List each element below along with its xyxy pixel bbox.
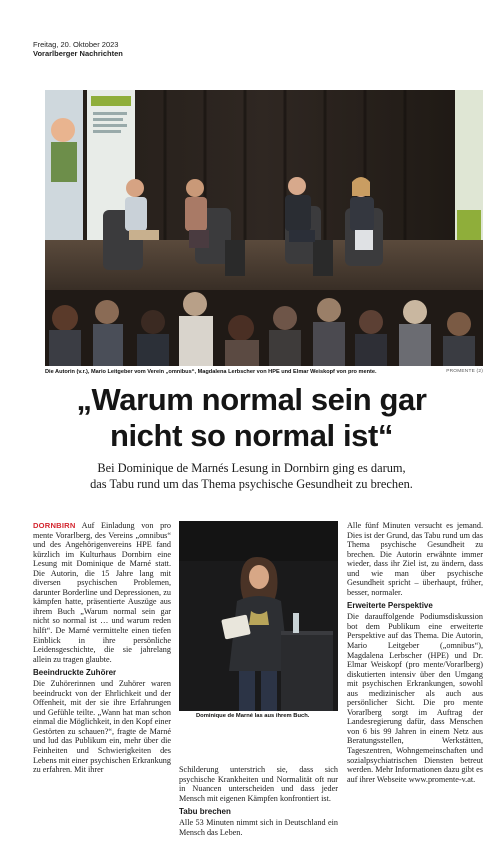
author-photo [179, 521, 338, 711]
panel-discussion-illustration [45, 90, 483, 366]
photo-caption [45, 368, 483, 376]
subhead-perspektive: Erweiterte Perspektive [347, 601, 433, 611]
subhead-zuhoerer: Beeindruckte Zuhörer [33, 668, 117, 678]
headline-line-1: „Warum normal sein gar [76, 382, 427, 417]
headline-line-2: nicht so normal ist“ [109, 418, 394, 453]
subhead-tabu: Tabu brechen [179, 807, 231, 817]
intro-paragraph [33, 521, 171, 664]
author-photo-caption: Dominique de Marné las aus ihrem Buch. [196, 713, 310, 719]
headline [30, 382, 473, 454]
masthead [33, 40, 473, 58]
intro-text: Auf Einladung von pro mente Vorarlberg, des Vereins „omnibus“ und des Angehörigenvereins HPE fand kürzlich im Kulturhaus Dornbirn eine Lesung mit Dominique de Marné statt. Die Autorin, die 15 Jahre lang mit diversen psychischen Problemen, darunter Borderline und Depressionen, zu kämpfen hatte, präsentierte Auszüge aus ihrem Buch „Warum normal sein gar nicht so normal ist … und warum reden hilft“. De Marné vermittelte einen tiefen Einblick in ihre persönliche Leidensgeschichte, die sie jahrelang allein zu tragen glaubte. [33, 521, 171, 664]
issue-date: Freitag, 20. Oktober 2023 [33, 40, 119, 49]
caption-text: Die Autorin (v.r.), Mario Leitgeber vom Verein „omnibus“, Magdalena Lerbscher von HPE und Elmar Weiskopf von pro mente. [45, 369, 377, 375]
article-column-3 [347, 521, 483, 784]
photo-credit: PROMENTE (2) [446, 369, 483, 374]
main-photo [45, 90, 483, 366]
paragraph-4: Die darauffolgende Podiumsdiskussion bot dem Publikum eine erweiterte Perspektive auf das Thema. Die Autorin, Mario Leitgeber („omnibus“), Magdalena Lerbscher (HPE) und Dr. Elmar Weiskopf (pro mente/Vorarlberg) diskutierten intensiv über den Umgang mit psychischen Erkrankungen, sowohl aus medizinischer als auch aus persönlicher Sicht. Die pro mente Vorarlberg sorgt im Auftrag der Landesregierung dafür, dass Menschen von 6 bis 99 Jahren in einem Netz aus Beratungsstellen, Werkstätten, Tageszentren, Wohngemeinschaften und sozialpsychiatrischen Diensten betreut werden. Mehr Informationen dazu gibt es auf ihrer Webseite www.promente-v.at. [347, 612, 483, 784]
paragraph-2: Die Zuhörerinnen und Zuhörer waren beeindruckt von der Ehrlichkeit und der Offenheit, mit der sie ihre Erfahrungen und Gefühle teilte. „Wann hat man schon einmal die Möglichkeit, in den Kopf einer Gestörten zu schauen?“, fragte de Marné und lud das Publikum ein, mehr über die Feinheiten und Schwierigkeiten des Lebens mit einer psychischen Erkrankung zu erfahren. Mit ihrer [33, 679, 172, 775]
article-column-2 [179, 765, 338, 837]
location-label: DORNBIRN [33, 521, 76, 530]
newspaper-name: Vorarlberger Nachrichten [33, 49, 123, 58]
paragraph-3-continued: Alle fünf Minuten versucht es jemand. Dies ist der Grund, das Tabu rund um das Thema psychische Gesundheit zu brechen. Die Autorin erwähnte immer wieder, dass ihr Ziel ist, zu ändern, dass und wie man über psychische Gesundheit spricht – überhaupt, früher, besser, normaler. [347, 521, 483, 597]
deck-line-2: das Tabu rund um das Thema psychische Gesundheit zu brechen. [90, 477, 413, 491]
author-reading-illustration [179, 521, 338, 711]
paragraph-2-continued: Schilderung unterstrich sie, dass sich psychische Krankheiten und Normalität oft nur in Nuancen unterscheiden und dass jeder Mensch mit eigenen Kämpfen konfrontiert ist. [179, 765, 338, 803]
deck-line-1: Bei Dominique de Marnés Lesung in Dornbirn ging es darum, [97, 461, 406, 475]
paragraph-3: Alle 53 Minuten nimmt sich in Deutschland ein Mensch das Leben. [179, 818, 338, 837]
deck [30, 460, 473, 492]
article-column-1 [33, 521, 171, 775]
